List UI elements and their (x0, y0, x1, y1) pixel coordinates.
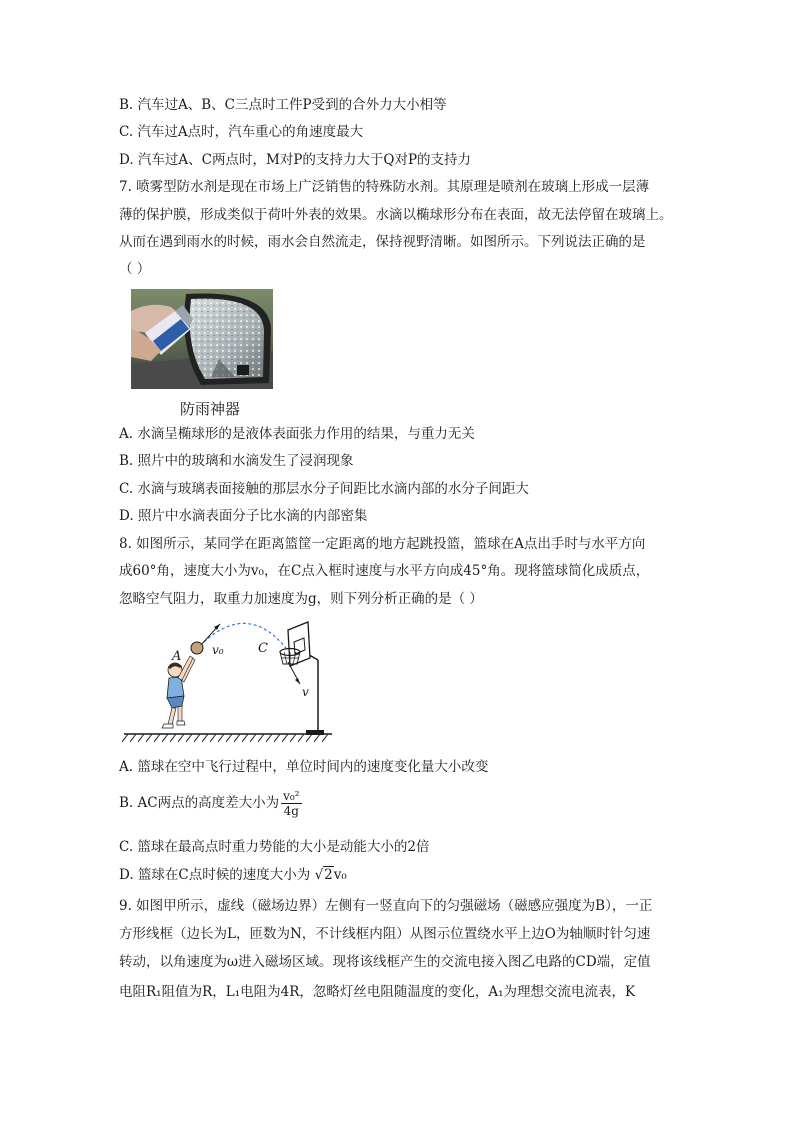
q8-stem-line2: 成60°角，速度大小为v₀，在C点入框时速度与水平方向成45°角。现将篮球简化成质点， (119, 563, 650, 579)
label-v0: v₀ (212, 643, 224, 657)
sqrt-expression: √2 (314, 867, 333, 883)
q9-stem-line4: 电阻R₁阻值为R，L₁电阻为4R，忽略灯丝电阻随温度的变化，A₁为理想交流电流表，K (119, 984, 636, 1000)
q9-stem-line1: 9. 如图甲所示，虚线（磁场边界）左侧有一竖直向下的匀强磁场（磁感应强度为B），一正 (119, 898, 653, 914)
label-v: v (302, 685, 309, 699)
q7-option-a: A. 水滴呈椭球形的是液体表面张力作用的结果，与重力无关 (119, 426, 475, 442)
q8-option-b (119, 786, 302, 820)
sqrt-radicand: 2 (324, 867, 333, 883)
label-point-a: A (172, 649, 182, 664)
q8-option-d-text: D. 篮球在C点时候的速度大小为 (119, 867, 311, 883)
q7-stem-line1: 7. 喷雾型防水剂是现在市场上广泛销售的特殊防水剂。其原理是喷剂在玻璃上形成一层薄 (119, 179, 650, 195)
q8-option-d (119, 865, 347, 885)
q7-option-c: C. 水滴与玻璃表面接触的那层水分子间距比水滴内部的水分子间距大 (119, 481, 529, 497)
fraction-v0sq-over-4g (281, 789, 301, 818)
q6-option-b: B. 汽车过A、B、C三点时工件P受到的合外力大小相等 (119, 97, 447, 113)
q7-answer-paren: （ ） (119, 261, 151, 277)
q7-option-d: D. 照片中水滴表面分子比水滴的内部密集 (119, 508, 368, 524)
rain-repellent-photo (131, 289, 273, 389)
fraction-denominator: 4g (283, 804, 299, 818)
q6-option-d: D. 汽车过A、C两点时，M对P的支持力大于Q对P的支持力 (119, 152, 472, 168)
q8-option-a: A. 篮球在空中飞行过程中，单位时间内的速度变化量大小改变 (119, 759, 489, 775)
q9-stem-line2: 方形线框（边长为L，匝数为N，不计线框内阻）从图示位置绕水平上边O为轴顺时针匀速 (119, 926, 651, 942)
fraction-numerator: v₀² (283, 789, 300, 803)
q8-stem-line1: 8. 如图所示，某同学在距离篮筐一定距离的地方起跳投篮，篮球在A点出手时与水平方向 (119, 536, 646, 552)
q8-option-b-text: B. AC两点的高度差大小为 (119, 795, 280, 811)
q9-stem-line3: 转动，以角速度为ω进入磁场区域。现将该线框产生的交流电接入图乙电路的CD端，定值 (119, 954, 651, 970)
label-point-c: C (258, 641, 268, 656)
q7-stem-line3: 从而在遇到雨水的时候，雨水会自然流走，保持视野清晰。如图所示。下列说法正确的是 (119, 234, 646, 250)
photo-caption: 防雨神器 (180, 400, 241, 418)
q8-option-c: C. 篮球在最高点时重力势能的大小是动能大小的2倍 (119, 839, 430, 855)
q7-stem-line2: 薄的保护膜，形成类似于荷叶外表的效果。水滴以椭球形分布在表面，故无法停留在玻璃上。 (119, 207, 673, 223)
q6-option-c: C. 汽车过A点时，汽车重心的角速度最大 (119, 124, 364, 140)
q8-stem-line3: 忽略空气阻力，取重力加速度为g，则下列分析正确的是（ ） (119, 591, 483, 607)
q8-option-d-unit: v₀ (333, 867, 347, 883)
q7-option-b: B. 照片中的玻璃和水滴发生了浸润现象 (119, 453, 354, 469)
basketball-diagram (120, 610, 335, 750)
